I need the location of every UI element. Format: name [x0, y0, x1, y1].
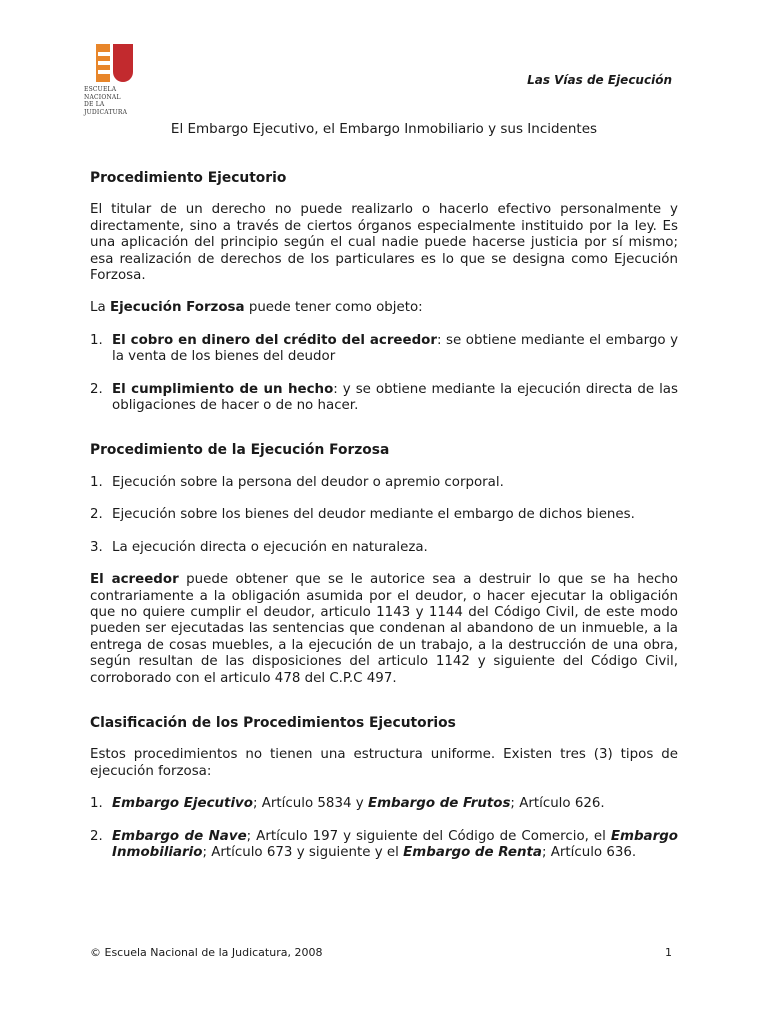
logo-text: ESCUELA NACIONAL DE LA JUDICATURA [84, 86, 128, 116]
running-header: Las Vías de Ejecución [527, 73, 672, 87]
institution-logo [84, 44, 148, 116]
paragraph: Estos procedimientos no tienen una estructura uniforme. Existen tres (3) tipos de ejecución forzosa: [90, 747, 678, 779]
list-item: 2. Ejecución sobre los bienes del deudor mediante el embargo de dichos bienes. [90, 507, 635, 523]
list-objetos [90, 333, 678, 415]
section-heading-procedimiento-ejecutorio: Procedimiento Ejecutorio [90, 170, 287, 186]
document-body [90, 170, 678, 877]
page-number: 1 [665, 946, 672, 959]
list-item: 2. El cumplimiento de un hecho: y se obtiene mediante la ejecución directa de las obligaciones de hacer o de no hacer. [90, 381, 678, 414]
paragraph: La Ejecución Forzosa puede tener como objeto: [90, 300, 423, 316]
paragraph: El acreedor puede obtener que se le autorice sea a destruir lo que se ha hecho contrariamente a la obligación asumida por el deudor, o hacer ejecutar la obligación que no quiere cumplir el deudor, articulo 1143 y 1144 del Código Civil, de este modo pueden ser ejecutadas las sentencias que condenan al abandono de un inmueble, a la entrega de cosas muebles, a la ejecución de un trabajo, a la destrucción de una obra, según resultan de las disposiciones del articulo 1142 y siguiente del Código Civil, corroborado con el articulo 478 del C.P.C 497. [90, 572, 678, 686]
paragraph: El titular de un derecho no puede realizarlo o hacerlo efectivo personalmente y directamente, sino a través de ciertos órganos especialmente instituido por la ley. Es una aplicación del principio según el cual nadie puede hacerse justicia por sí mismo; esa realización de derechos de los particulares es lo que se designa como Ejecución Forzosa. [90, 202, 678, 284]
list-procedimientos [90, 475, 678, 556]
section-heading-ejecucion-forzosa: Procedimiento de la Ejecución Forzosa [90, 442, 390, 459]
list-item: 1. El cobro en dinero del crédito del acreedor: se obtiene mediante el embargo y la venta de los bienes del deudor [90, 332, 678, 365]
list-tipos [90, 796, 678, 861]
list-item: 3. La ejecución directa o ejecución en naturaleza. [90, 539, 428, 555]
document-title: El Embargo Ejecutivo, el Embargo Inmobiliario y sus Incidentes [170, 121, 598, 137]
list-item: 2. Embargo de Nave; Artículo 197 y siguiente del Código de Comercio, el Embargo Inmobiliario; Artículo 673 y siguiente y el Embargo de Renta; Artículo 636. [90, 828, 678, 860]
list-item: 1. Embargo Ejecutivo; Artículo 5834 y Embargo de Frutos; Artículo 626. [90, 796, 605, 812]
copyright-text: © Escuela Nacional de la Judicatura, 2008 [90, 946, 323, 959]
logo-emblem-icon [96, 44, 136, 82]
section-heading-clasificacion: Clasificación de los Procedimientos Ejecutorios [90, 714, 456, 731]
list-item: 1. Ejecución sobre la persona del deudor o apremio corporal. [90, 474, 504, 490]
page-footer [90, 946, 672, 959]
